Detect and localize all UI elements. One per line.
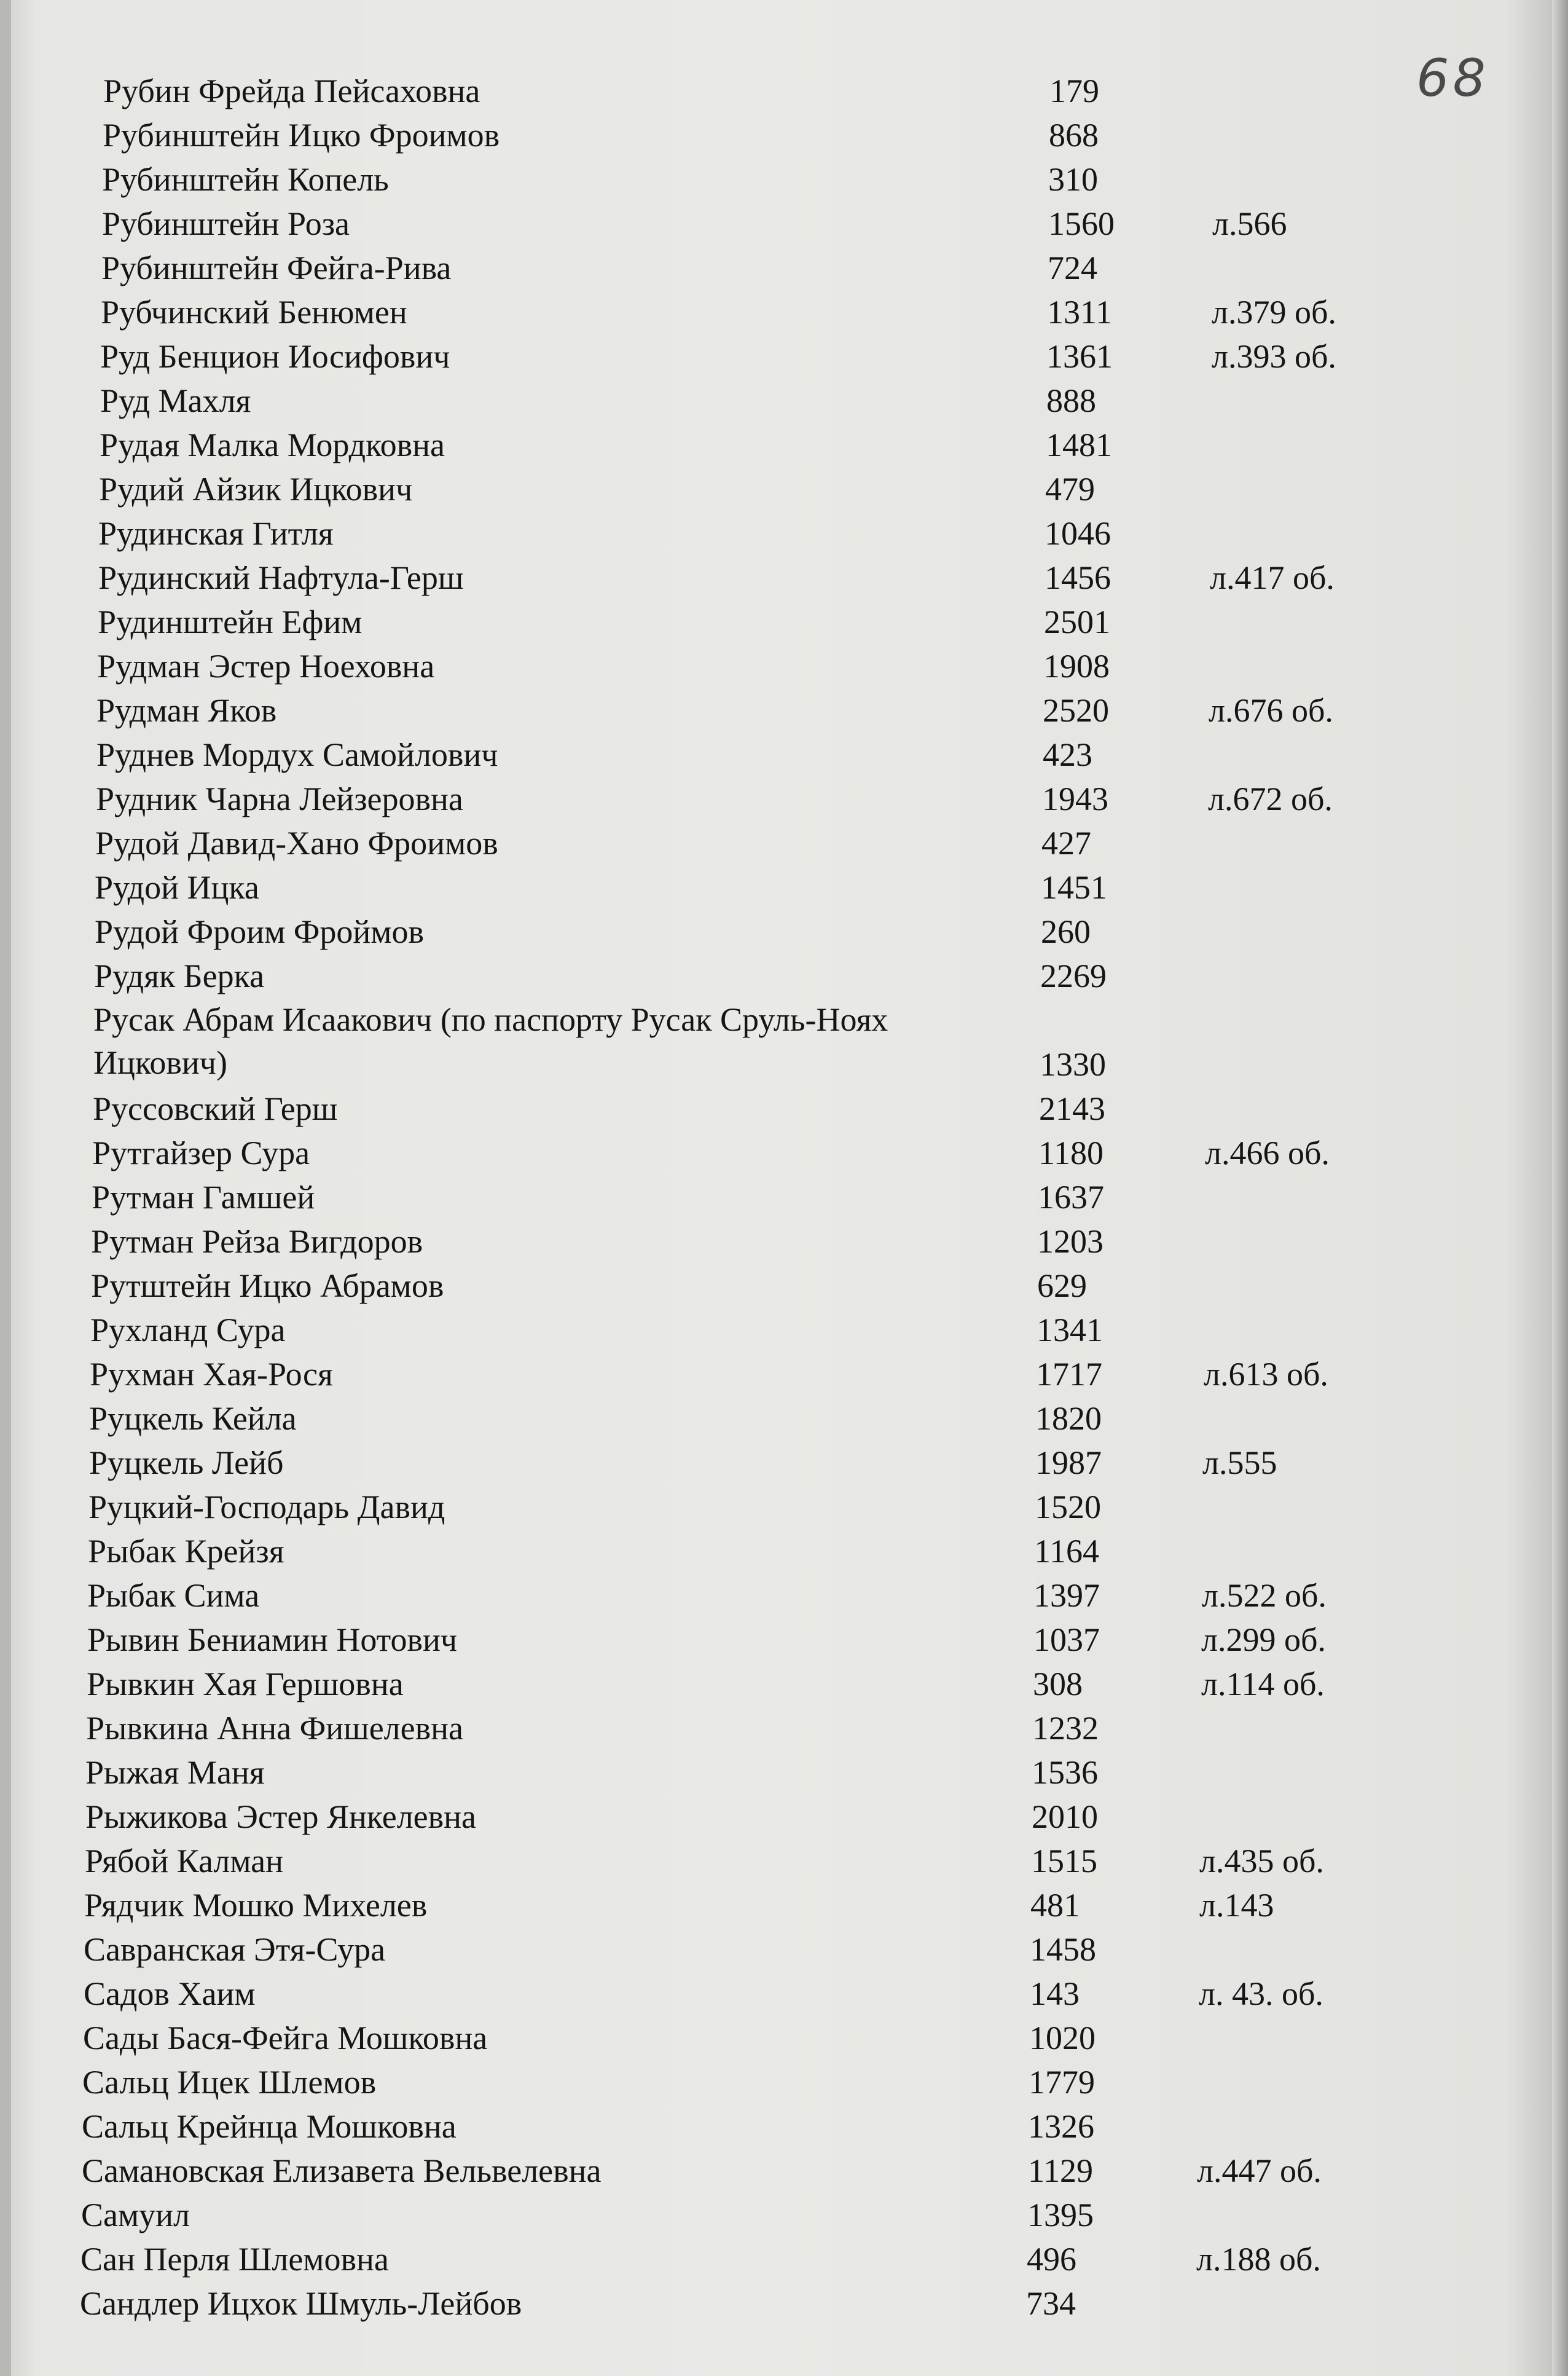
entry-name: Рудой Фроим Фроймов bbox=[95, 913, 424, 950]
register-entry bbox=[0, 202, 1568, 246]
entry-number: 2269 bbox=[1040, 958, 1107, 994]
entry-number: 1779 bbox=[1029, 2064, 1095, 2101]
register-entry bbox=[0, 1219, 1568, 1264]
entry-number: 1481 bbox=[1046, 427, 1112, 463]
entry-number: 1232 bbox=[1032, 1710, 1099, 1747]
entry-name: Рудяк Берка bbox=[94, 958, 265, 994]
register-entry bbox=[0, 1396, 1568, 1441]
register-entry bbox=[0, 1839, 1568, 1883]
entry-name: Рудинская Гитля bbox=[98, 515, 334, 552]
entry-name: Руцкель Кейла bbox=[89, 1400, 297, 1437]
entry-number: 1456 bbox=[1045, 559, 1111, 596]
entry-number: 1203 bbox=[1037, 1223, 1103, 1260]
entry-name: Рыжая Маня bbox=[85, 1754, 265, 1791]
entry-name: Самуил bbox=[81, 2197, 190, 2233]
entry-number: 1129 bbox=[1028, 2152, 1093, 2189]
register-entry bbox=[0, 2104, 1568, 2149]
entry-name: Рутгайзер Сура bbox=[92, 1135, 310, 1171]
register-entry bbox=[0, 1750, 1568, 1795]
entry-sheet-ref: л.447 об. bbox=[1197, 2152, 1322, 2189]
entry-name: Сальц Ицек Шлемов bbox=[82, 2064, 377, 2101]
entry-sheet-ref: л.435 об. bbox=[1199, 1843, 1324, 1879]
entry-sheet-ref: л.566 bbox=[1212, 205, 1287, 242]
entry-name: Сандлер Ицхок Шмуль-Лейбов bbox=[80, 2285, 522, 2322]
entry-number: 2143 bbox=[1039, 1090, 1105, 1127]
register-entry bbox=[0, 1795, 1568, 1839]
register-entry bbox=[0, 334, 1568, 379]
entry-number: 734 bbox=[1026, 2285, 1076, 2322]
register-entry bbox=[0, 246, 1568, 290]
entry-sheet-ref: л.188 об. bbox=[1196, 2241, 1321, 2278]
register-entry bbox=[0, 688, 1568, 733]
entry-name: Рубинштейн Ицко Фроимов bbox=[103, 117, 500, 154]
register-entry bbox=[0, 1529, 1568, 1573]
entry-sheet-ref: л.676 об. bbox=[1209, 692, 1333, 729]
entry-name: Рудая Малка Мордковна bbox=[100, 427, 445, 463]
entry-number: 496 bbox=[1027, 2241, 1076, 2278]
entry-name: Рубинштейн Копель bbox=[102, 161, 389, 198]
register-entry bbox=[0, 2281, 1568, 2326]
entry-name: Рубчинский Бенюмен bbox=[101, 294, 407, 331]
register-entry bbox=[0, 1883, 1568, 1927]
entry-number: 2010 bbox=[1032, 1798, 1098, 1835]
entry-name: Рубин Фрейда Пейсаховна bbox=[103, 73, 480, 109]
entry-number: 260 bbox=[1041, 913, 1091, 950]
register-entry bbox=[0, 423, 1568, 467]
entry-name: Рудой Ицка bbox=[95, 869, 259, 906]
entry-name: Рухланд Сура bbox=[90, 1312, 286, 1348]
entry-name: Рудий Айзик Ицкович bbox=[99, 471, 413, 508]
register-entry bbox=[0, 379, 1568, 423]
entry-name: Русак Абрам Исаакович (по паспорту Русак Сруль-Ноях Ицкович) bbox=[93, 1001, 888, 1081]
entry-number: 1037 bbox=[1033, 1621, 1100, 1658]
entry-sheet-ref: л.379 об. bbox=[1212, 294, 1336, 331]
register-entry bbox=[0, 733, 1568, 777]
entry-number: 1164 bbox=[1034, 1533, 1099, 1570]
entry-number: 1451 bbox=[1041, 869, 1107, 906]
entry-number: 1943 bbox=[1042, 781, 1108, 817]
entry-sheet-ref: л.417 об. bbox=[1210, 559, 1335, 596]
register-entry bbox=[0, 910, 1568, 954]
entry-number: 1536 bbox=[1032, 1754, 1098, 1791]
register-entry bbox=[0, 1972, 1568, 2016]
entry-number: 423 bbox=[1043, 736, 1092, 773]
entry-name: Руднев Мордух Самойлович bbox=[96, 736, 498, 773]
handwritten-page-number: 68 bbox=[1416, 48, 1489, 108]
entry-name: Руцкель Лейб bbox=[89, 1444, 284, 1481]
entry-number: 2501 bbox=[1044, 604, 1110, 640]
entry-number: 1330 bbox=[1040, 1046, 1106, 1083]
register-entry bbox=[0, 1175, 1568, 1219]
entry-name: Рутман Рейза Вигдоров bbox=[91, 1223, 423, 1260]
entry-name: Рухман Хая-Рося bbox=[90, 1356, 333, 1393]
entry-name: Рутштейн Ицко Абрамов bbox=[91, 1267, 444, 1304]
entry-number: 1520 bbox=[1035, 1489, 1101, 1525]
entry-number: 1046 bbox=[1045, 515, 1111, 552]
register-entry bbox=[0, 2149, 1568, 2193]
register-entry bbox=[0, 1308, 1568, 1352]
entry-number: 1560 bbox=[1048, 205, 1115, 242]
entry-sheet-ref: л.672 об. bbox=[1208, 781, 1333, 817]
entry-number: 868 bbox=[1049, 117, 1099, 154]
entry-number: 2520 bbox=[1043, 692, 1109, 729]
entry-number: 427 bbox=[1041, 825, 1091, 862]
entry-number: 1515 bbox=[1031, 1843, 1097, 1879]
register-entry bbox=[0, 2016, 1568, 2060]
entry-number: 1326 bbox=[1028, 2108, 1094, 2145]
entry-number: 1717 bbox=[1036, 1356, 1102, 1393]
register-entry bbox=[0, 998, 1568, 1087]
entry-name: Рубинштейн Роза bbox=[102, 205, 350, 242]
register-entry bbox=[0, 1131, 1568, 1175]
entry-name: Рудник Чарна Лейзеровна bbox=[96, 781, 463, 817]
register-entry bbox=[0, 467, 1568, 511]
register-entry bbox=[0, 777, 1568, 821]
register-entry bbox=[0, 865, 1568, 910]
entry-name: Рыбак Сима bbox=[87, 1577, 260, 1614]
entry-name: Рыжикова Эстер Янкелевна bbox=[85, 1798, 477, 1835]
register-entry bbox=[0, 1087, 1568, 1131]
entry-number: 1395 bbox=[1027, 2197, 1094, 2233]
entry-number: 308 bbox=[1033, 1666, 1083, 1702]
entry-name: Руссовский Герш bbox=[93, 1090, 338, 1127]
register-entry bbox=[0, 644, 1568, 688]
register-entry bbox=[0, 2060, 1568, 2104]
entry-sheet-ref: л.393 об. bbox=[1212, 338, 1336, 375]
register-entry bbox=[0, 69, 1568, 113]
entry-name: Рывкина Анна Фишелевна bbox=[86, 1710, 463, 1747]
entry-number: 479 bbox=[1045, 471, 1095, 508]
register-entry bbox=[0, 1927, 1568, 1972]
register-entry bbox=[0, 1264, 1568, 1308]
entry-name: Руд Махля bbox=[100, 382, 251, 419]
entry-number: 143 bbox=[1030, 1975, 1080, 2012]
register-entry bbox=[0, 1706, 1568, 1750]
entry-sheet-ref: л.522 об. bbox=[1202, 1577, 1327, 1614]
register-entry bbox=[0, 1485, 1568, 1529]
entry-name: Рядчик Мошко Михелев bbox=[84, 1887, 428, 1924]
entry-sheet-ref: л. 43. об. bbox=[1199, 1975, 1323, 2012]
register-entry bbox=[0, 1618, 1568, 1662]
register-entry bbox=[0, 113, 1568, 157]
entry-name: Рудинский Нафтула-Герш bbox=[98, 559, 464, 596]
entry-number: 1908 bbox=[1043, 648, 1110, 685]
entry-sheet-ref: л.555 bbox=[1202, 1444, 1277, 1481]
entry-name: Рутман Гамшей bbox=[92, 1179, 315, 1216]
entry-name: Савранская Этя-Сура bbox=[84, 1931, 386, 1968]
entry-number: 1458 bbox=[1030, 1931, 1096, 1968]
entry-sheet-ref: л.613 об. bbox=[1204, 1356, 1328, 1393]
entry-name: Руд Бенцион Иосифович bbox=[100, 338, 450, 375]
register-entry bbox=[0, 2193, 1568, 2237]
entry-number: 1020 bbox=[1029, 2020, 1096, 2056]
entry-name: Рыбак Крейзя bbox=[88, 1533, 284, 1570]
register-entry bbox=[0, 511, 1568, 556]
entry-sheet-ref: л.114 об. bbox=[1201, 1666, 1325, 1702]
entry-number: 1637 bbox=[1038, 1179, 1104, 1216]
entry-name: Рывин Бениамин Нотович bbox=[87, 1621, 458, 1658]
register-entry bbox=[0, 2237, 1568, 2281]
entry-number: 724 bbox=[1048, 250, 1097, 286]
entry-sheet-ref: л.299 об. bbox=[1201, 1621, 1326, 1658]
entry-name: Рудман Эстер Ноеховна bbox=[97, 648, 435, 685]
register-entry bbox=[0, 954, 1568, 998]
entry-name: Рудинштейн Ефим bbox=[98, 604, 363, 640]
entry-name: Сады Бася-Фейга Мошковна bbox=[83, 2020, 488, 2056]
register-entry bbox=[0, 290, 1568, 334]
entry-number: 629 bbox=[1037, 1267, 1087, 1304]
entry-number: 481 bbox=[1030, 1887, 1080, 1924]
register-entry bbox=[0, 556, 1568, 600]
entry-name: Рубинштейн Фейга-Рива bbox=[101, 250, 452, 286]
entry-name: Самановская Елизавета Вельвелевна bbox=[82, 2152, 602, 2189]
entry-number: 1987 bbox=[1035, 1444, 1102, 1481]
register-entry bbox=[0, 600, 1568, 644]
entry-number: 1361 bbox=[1046, 338, 1113, 375]
entry-name: Рывкин Хая Гершовна bbox=[87, 1666, 404, 1702]
entry-number: 1311 bbox=[1047, 294, 1112, 331]
entry-sheet-ref: л.143 bbox=[1199, 1887, 1274, 1924]
entry-name: Рудман Яков bbox=[96, 692, 277, 729]
register-entry bbox=[0, 1573, 1568, 1618]
entry-name: Рябой Калман bbox=[85, 1843, 284, 1879]
entry-name: Садов Хаим bbox=[84, 1975, 256, 2012]
entry-name: Рудой Давид-Хано Фроимов bbox=[95, 825, 498, 862]
register-entry bbox=[0, 1441, 1568, 1485]
entry-number: 1397 bbox=[1033, 1577, 1100, 1614]
entry-name: Руцкий-Господарь Давид bbox=[88, 1489, 445, 1525]
entry-number: 179 bbox=[1049, 73, 1099, 109]
entry-number: 1180 bbox=[1038, 1135, 1103, 1171]
entry-number: 1341 bbox=[1037, 1312, 1103, 1348]
entry-name: Сан Перля Шлемовна bbox=[80, 2241, 389, 2278]
entry-number: 310 bbox=[1048, 161, 1098, 198]
entry-name: Сальц Крейнца Мошковна bbox=[82, 2108, 457, 2145]
entry-sheet-ref: л.466 об. bbox=[1205, 1135, 1330, 1171]
entry-number: 1820 bbox=[1035, 1400, 1102, 1437]
entry-number: 888 bbox=[1046, 382, 1096, 419]
register-entry bbox=[0, 157, 1568, 202]
register-entry bbox=[0, 1352, 1568, 1396]
register-entry bbox=[0, 1662, 1568, 1706]
register-entry bbox=[0, 821, 1568, 865]
